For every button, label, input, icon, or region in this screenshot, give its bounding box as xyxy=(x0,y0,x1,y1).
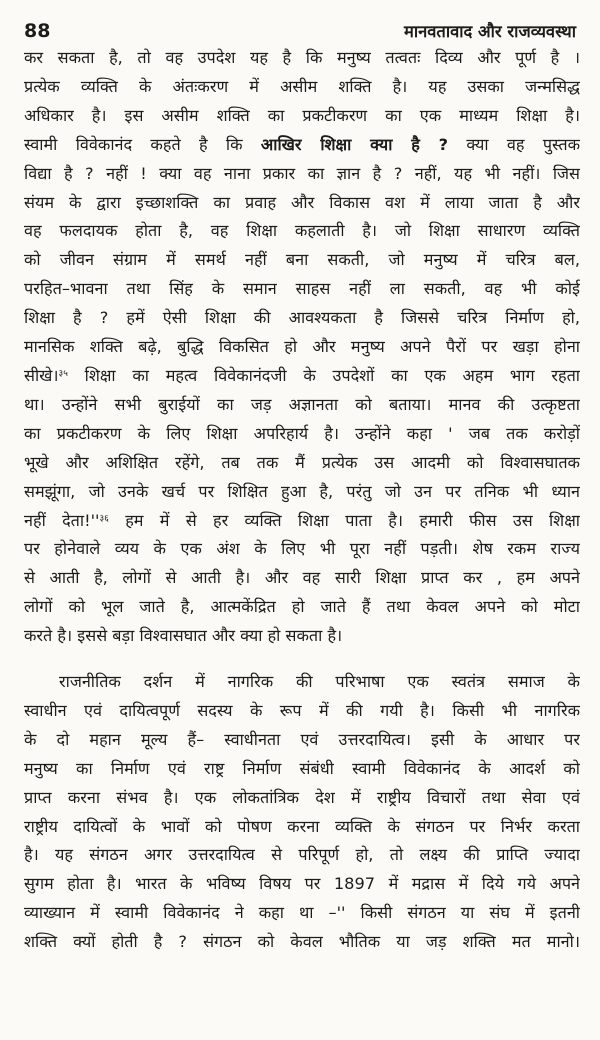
text-line: था। उन्होंने सभी बुराईयों का जड़ अज्ञानता को बताया। मानव की उत्कृष्टता xyxy=(24,394,580,414)
bold-question: आखिर शिक्षा क्या है ? xyxy=(260,134,449,154)
text-segment: क्या वह पुस्तक xyxy=(466,134,580,154)
body-text xyxy=(24,44,580,957)
text-line: अधिकार है। इस असीम शक्ति का प्रकटीकरण का एक माध्यम शिक्षा है। xyxy=(24,105,580,125)
page-number: 88 xyxy=(24,20,51,42)
text-line: पर होनेवाले व्यय के एक अंश के लिए भी पूरा नहीं पड़ती। शेष रकम राज्य xyxy=(24,539,580,559)
text-line: परहित–भावना तथा सिंह के समान साहस नहीं ला सकती, वह भी कोई xyxy=(24,279,580,299)
text-line: करते है। इससे बड़ा विश्वासघात और क्या हो सकता है। xyxy=(24,626,343,646)
text-line: संयम के द्वारा इच्छाशक्ति का प्रवाह और विकास वश में लाया जाता है और xyxy=(24,192,580,212)
text-line xyxy=(24,131,580,160)
text-line xyxy=(24,507,580,536)
text-line: को जीवन संग्राम में समर्थ नहीं बना सकती, जो मनुष्य में चरित्र बल, xyxy=(24,250,580,270)
text-line: कर सकता है, तो वह उपदेश यह है कि मनुष्य तत्वतः दिव्य और पूर्ण है । xyxy=(24,48,580,67)
text-segment: नहीं देता!'' xyxy=(24,510,100,530)
text-line: प्रत्येक व्यक्ति के अंतःकरण में असीम शक्ति है। यह उसका जन्मसिद्ध xyxy=(24,76,580,96)
text-line: के दो महान मूल्य हैं– स्वाधीनता एवं उत्तरदायित्व। इसी के आधार पर xyxy=(24,729,580,749)
text-line xyxy=(24,362,580,391)
text-line: शक्ति क्यों होती है ? संगठन को केवल भौतिक या जड़ शक्ति मत मानो। xyxy=(24,932,580,952)
text-segment: स्वामी विवेकानंद कहते है कि xyxy=(24,134,243,154)
footnote-marker: ३५ xyxy=(58,368,68,379)
page-header xyxy=(24,8,576,42)
text-line: शिक्षा है ? हमें ऐसी शिक्षा की आवश्यकता है जिससे चरित्र निर्माण हो, xyxy=(24,308,580,328)
text-segment: सीखे। xyxy=(24,365,59,385)
text-line: स्वाधीन एवं दायित्वपूर्ण सदस्य के रूप में की गयी है। किसी भी नागरिक xyxy=(24,700,580,720)
text-line: विद्या है ? नहीं ! क्या वह नाना प्रकार का ज्ञान है ? नहीं, यह भी नहीं। जिस xyxy=(24,163,580,183)
text-line: सुगम होता है। भारत के भविष्य विषय पर 1897 में मद्रास में दिये गये अपने xyxy=(24,874,580,894)
text-segment: शिक्षा का महत्व विवेकानंदजी के उपदेशों का एक अहम भाग रहता xyxy=(84,365,580,385)
text-line: मानसिक शक्ति बढ़े, बुद्धि विकसित हो और मनुष्य अपने पैरों पर खड़ा होना xyxy=(24,337,580,357)
text-line: राष्ट्रीय दायित्वों के भावों को पोषण करना व्यक्ति के संगठन पर निर्भर करता xyxy=(24,816,580,836)
text-line: व्याख्यान में स्वामी विवेकानंद ने कहा था –'' किसी संगठन या संघ में इतनी xyxy=(24,903,580,923)
text-line: राजनीतिक दर्शन में नागरिक की परिभाषा एक स्वतंत्र समाज के xyxy=(59,672,580,692)
footnote-marker: ३६ xyxy=(99,513,109,524)
text-line: लोगों को भूल जाते है, आत्मकेंद्रित हो जाते हैं तथा केवल अपने को मोटा xyxy=(24,597,580,617)
text-line: का प्रकटीकरण के लिए शिक्षा अपरिहार्य है। उन्होंने कहा ' जब तक करोड़ों xyxy=(24,423,580,443)
text-line: से आती है, लोगों से आती है। और वह सारी शिक्षा प्राप्त कर , हम अपने xyxy=(24,568,580,588)
text-line: है। यह संगठन अगर उत्तरदायित्व से परिपूर्ण हो, तो लक्ष्य की प्राप्ति ज्यादा xyxy=(24,845,580,865)
text-line: मनुष्य का निर्माण एवं राष्ट्र निर्माण संबंधी स्वामी विवेकानंद के आदर्श को xyxy=(24,758,580,778)
text-segment: हम में से हर व्यक्ति शिक्षा पाता है। हमारी फीस उस शिक्षा xyxy=(125,510,580,530)
text-line: भूखे और अशिक्षित रहेंगे, तब तक मैं प्रत्येक उस आदमी को विश्वासघातक xyxy=(24,452,580,472)
text-line: प्राप्त करना संभव है। एक लोकतांत्रिक देश में राष्ट्रीय विचारों तथा सेवा एवं xyxy=(24,787,580,807)
text-line: समझूंगा, जो उनके खर्च पर शिक्षित हुआ है, परंतु जो उन पर तनिक भी ध्यान xyxy=(24,481,580,501)
paragraph-break xyxy=(24,651,580,668)
running-title: मानवतावाद और राजव्यवस्था xyxy=(403,22,576,41)
text-line: वह फलदायक होता है, वह शिक्षा कहलाती है। जो शिक्षा साधारण व्यक्ति xyxy=(24,221,580,241)
